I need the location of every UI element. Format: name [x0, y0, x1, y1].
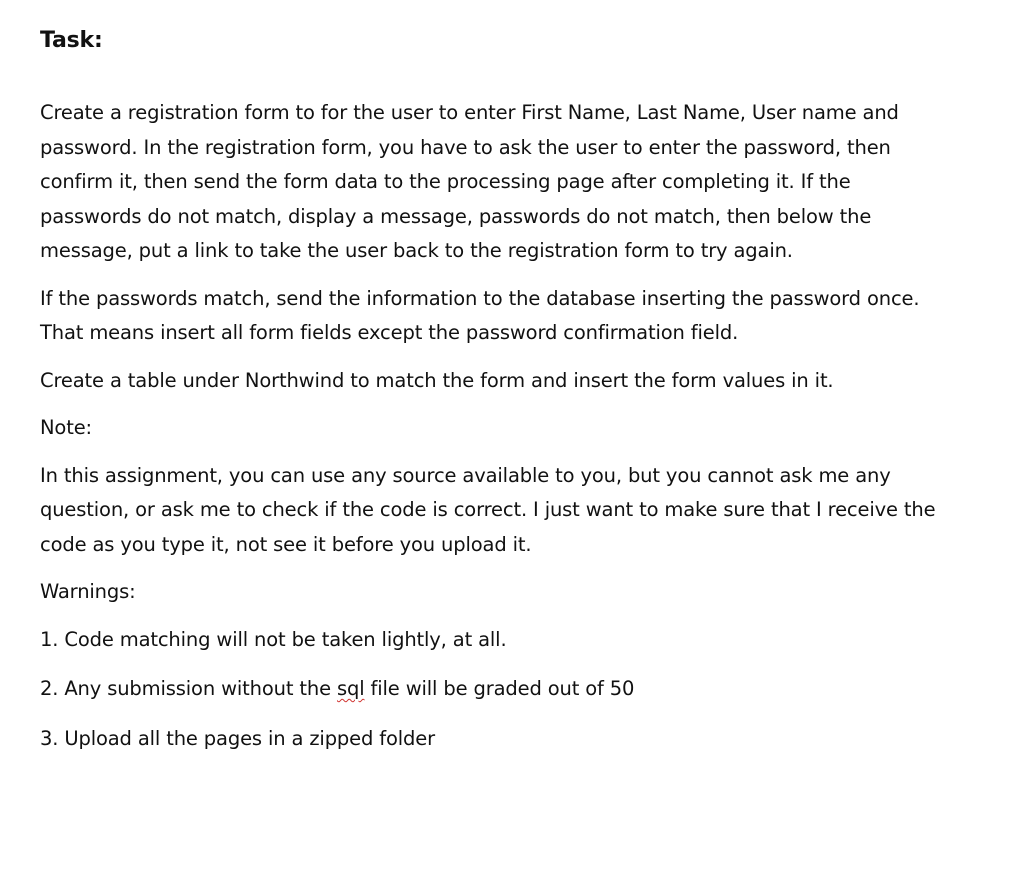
paragraph-northwind-table: Create a table under Northwind to match the form and insert the form values in it. [40, 368, 834, 392]
warning-item-2-text-before: 2. Any submission without the [40, 677, 337, 700]
misspelled-word-sql[interactable]: sql [336, 677, 365, 700]
warnings-label: Warnings: [40, 580, 136, 603]
warning-item-3: 3. Upload all the pages in a zipped folder [40, 726, 435, 750]
paragraph-registration-form: Create a registration form to for the user to enter First Name, Last Name, User name and password. In the registration form, you have to ask the user to enter the password, then confirm it, then send the form data to the processing page after completing it. If the passwords do not match, display a message, passwords do not match, then below the message, put a link to take the user back to the registration form to try again. [40, 101, 899, 262]
task-heading: Task: [40, 28, 103, 53]
warning-item-2 [40, 672, 984, 707]
warning-item-2-text-after: file will be graded out of 50 [364, 677, 635, 700]
paragraph-assignment-note: In this assignment, you can use any source available to you, but you cannot ask me any question, or ask me to check if the code is correct. I just want to make sure that I receive the code as you type it, not see it before you upload it. [40, 463, 936, 556]
paragraph-password-match: If the passwords match, send the information to the database inserting the password once. That means insert all form fields except the password confirmation field. [40, 286, 920, 344]
note-label: Note: [40, 416, 92, 439]
warning-item-1: 1. Code matching will not be taken lightly, at all. [40, 627, 507, 651]
